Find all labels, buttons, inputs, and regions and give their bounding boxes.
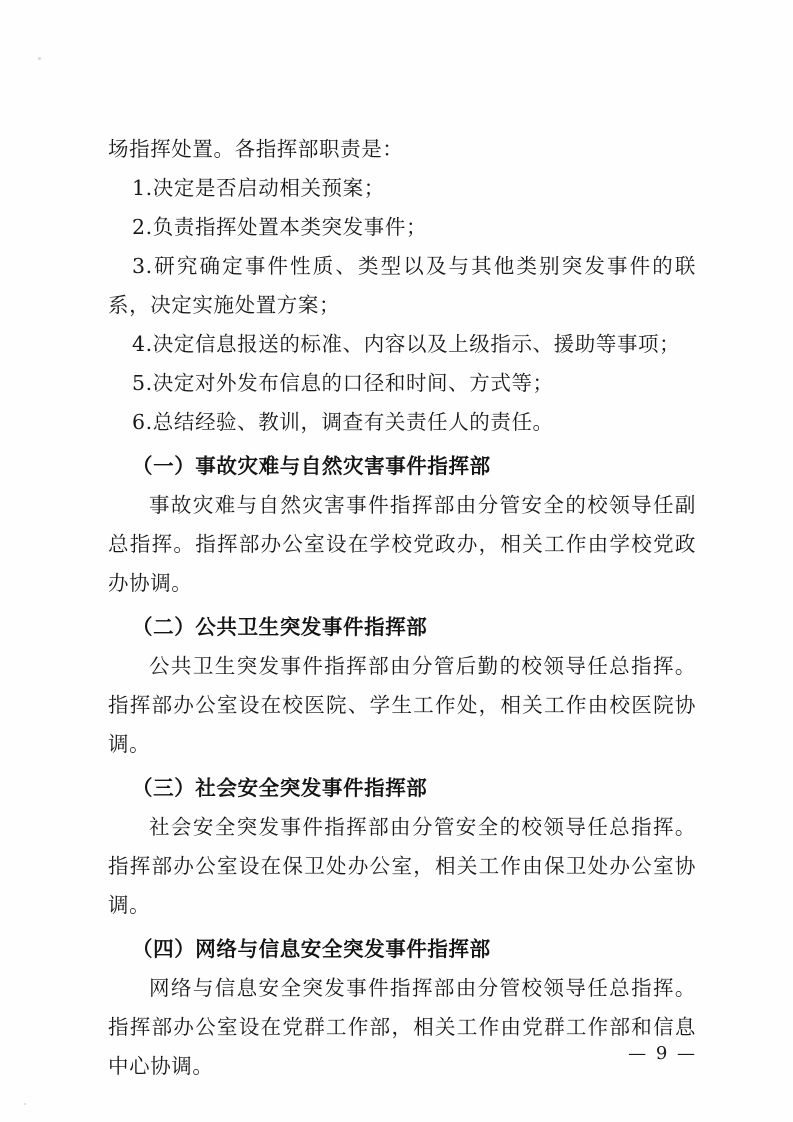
list-item: 6.总结经验、教训，调查有关责任人的责任。	[132, 410, 554, 434]
section-heading: （二）公共卫生突发事件指挥部	[132, 615, 428, 639]
paragraph: 公共卫生突发事件指挥部由分管后勤的校领导任总指挥。指挥部办公室设在校医院、学生工作处，相关工作由校医院协调。	[108, 654, 696, 756]
document-body	[108, 130, 696, 1086]
section-heading: （一）事故灾难与自然灾害事件指挥部	[132, 454, 491, 478]
list-item: 2.负责指挥处置本类突发事件；	[132, 215, 428, 239]
list-item: 5.决定对外发布信息的口径和时间、方式等；	[132, 371, 554, 395]
paragraph: 社会安全突发事件指挥部由分管安全的校领导任总指挥。指挥部办公室设在保卫处办公室，相关工作由保卫处办公室协调。	[108, 815, 696, 917]
scan-speck	[38, 57, 41, 60]
page-number: — 9 —	[628, 1043, 697, 1064]
section-heading: （四）网络与信息安全突发事件指挥部	[132, 937, 491, 961]
section-heading: （三）社会安全突发事件指挥部	[132, 776, 428, 800]
list-item: 4.决定信息报送的标准、内容以及上级指示、援助等事项；	[132, 332, 681, 356]
list-item: 1.决定是否启动相关预案；	[132, 176, 385, 200]
list-item: 3.研究确定事件性质、类型以及与其他类别突发事件的联系，决定实施处置方案；	[108, 254, 696, 317]
paragraph: 事故灾难与自然灾害事件指挥部由分管安全的校领导任副总指挥。指挥部办公室设在学校党政办，相关工作由学校党政办协调。	[108, 493, 696, 595]
paragraph: 场指挥处置。各指挥部职责是：	[108, 137, 404, 161]
scan-speck	[24, 1103, 26, 1105]
paragraph: 网络与信息安全突发事件指挥部由分管校领导任总指挥。指挥部办公室设在党群工作部，相关工作由党群工作部和信息中心协调。	[108, 976, 696, 1078]
